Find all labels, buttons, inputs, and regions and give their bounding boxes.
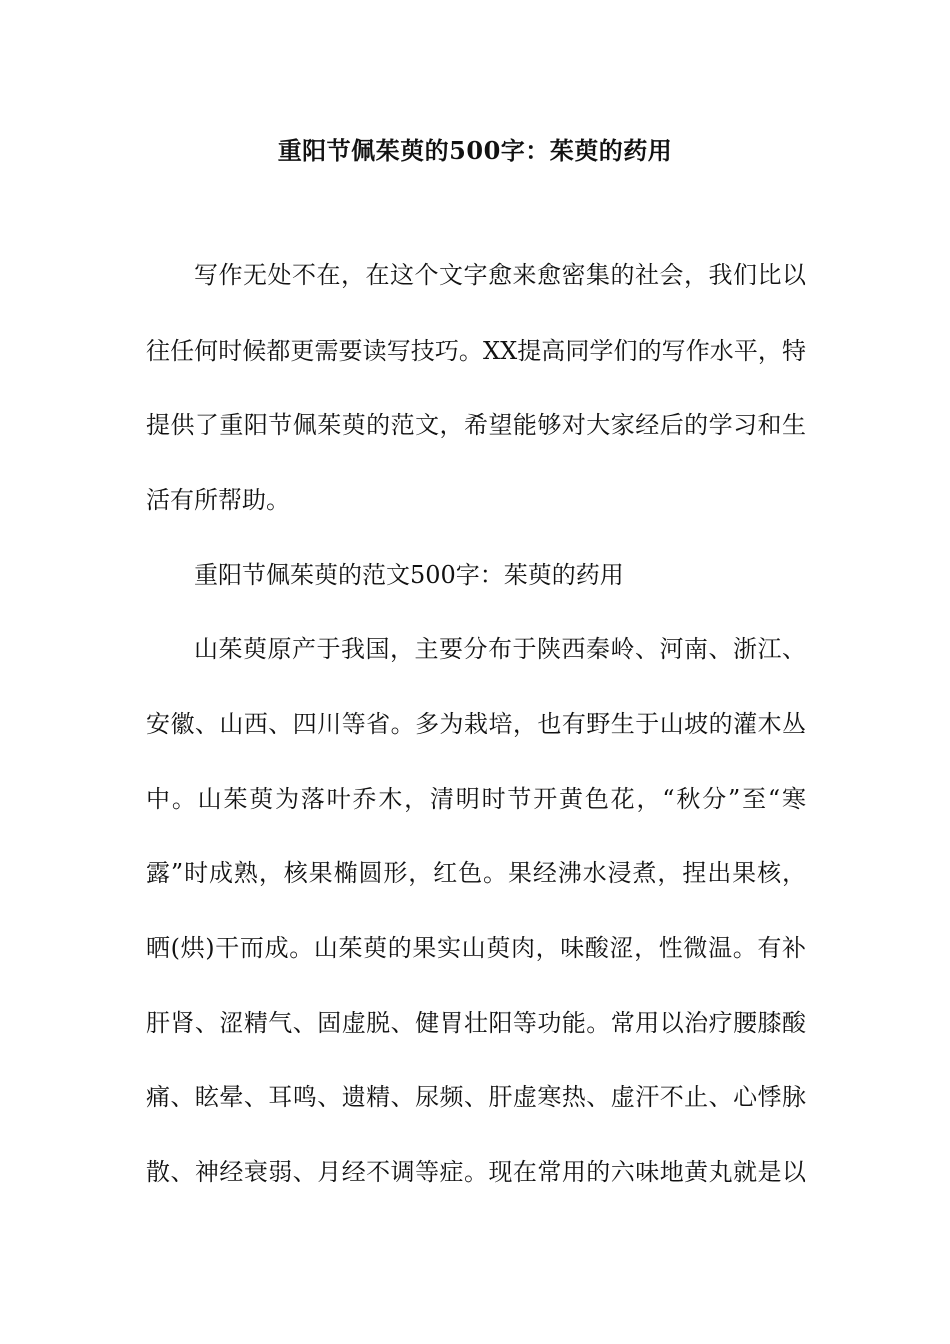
paragraph-line: 活有所帮助。 [146,486,290,514]
document-title: 重阳节佩茱萸的500字：茱萸的药用 [277,136,673,165]
paragraph-line: 晒(烘)干而成。山茱萸的果实山萸肉，味酸涩，性微温。有补 [146,934,806,962]
paragraph-line: 中。山茱萸为落叶乔木，清明时节开黄色花，“秋分”至“寒 [146,785,806,813]
paragraph-line: 散、神经衰弱、月经不调等症。现在常用的六味地黄丸就是以 [146,1158,806,1186]
paragraph-line: 写作无处不在，在这个文字愈来愈密集的社会，我们比以 [194,261,806,289]
paragraph-line: 露”时成熟，核果椭圆形，红色。果经沸水浸煮，捏出果核， [146,859,806,887]
paragraph-line: 肝肾、涩精气、固虚脱、健胃壮阳等功能。常用以治疗腰膝酸 [146,1009,806,1037]
paragraph-line: 提供了重阳节佩茱萸的范文，希望能够对大家经后的学习和生 [146,411,806,439]
paragraph-line: 山茱萸原产于我国，主要分布于陕西秦岭、河南、浙江、 [194,635,806,663]
subheading-line: 重阳节佩茱萸的范文500字：茱萸的药用 [194,561,624,589]
paragraph-line: 安徽、山西、四川等省。多为栽培，也有野生于山坡的灌木丛 [146,710,806,738]
paragraph-line: 痛、眩晕、耳鸣、遗精、尿频、肝虚寒热、虚汗不止、心悸脉 [146,1083,806,1111]
paragraph-line: 往任何时候都更需要读写技巧。XX提高同学们的写作水平，特 [146,337,806,365]
